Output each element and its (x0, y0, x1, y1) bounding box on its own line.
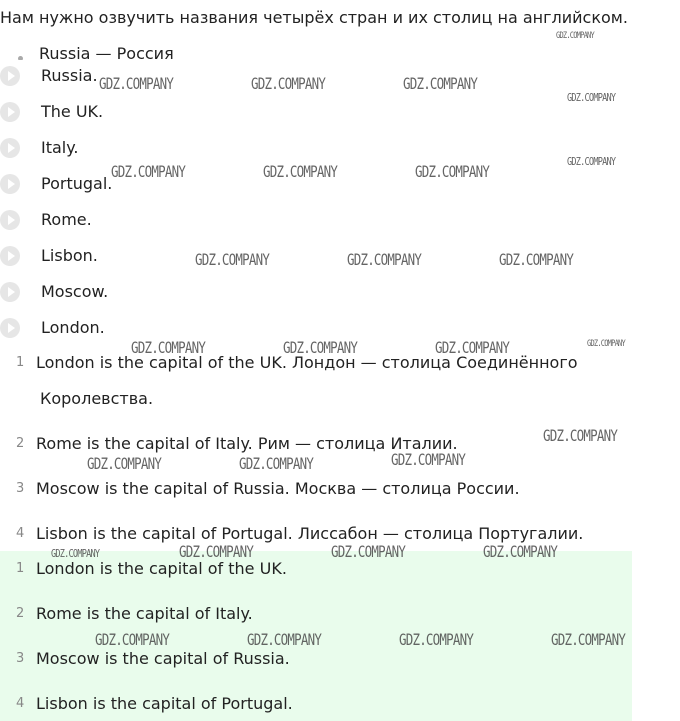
watermark: GDZ.COMPANY (179, 542, 254, 561)
watermark: GDZ.COMPANY (403, 74, 478, 93)
item-number: 3 (16, 651, 25, 666)
watermark: GDZ.COMPANY (131, 338, 206, 357)
item-number: 2 (16, 606, 25, 621)
watermark: GDZ.COMPANY (567, 155, 616, 168)
translation-text: Rome is the capital of Italy. Рим — столица Италии. (36, 434, 458, 453)
watermark: GDZ.COMPANY (87, 454, 162, 473)
watermark: GDZ.COMPANY (499, 250, 574, 269)
item-number: 3 (16, 481, 25, 496)
audio-item-label: London. (41, 318, 105, 337)
answer-text: London is the capital of the UK. (36, 559, 287, 578)
watermark: GDZ.COMPANY (331, 542, 406, 561)
item-number: 4 (16, 526, 25, 541)
item-number: 1 (16, 561, 25, 576)
bullet-text: Russia — Россия (39, 44, 174, 60)
play-icon[interactable] (0, 246, 20, 266)
watermark: GDZ.COMPANY (556, 31, 594, 41)
item-number: 4 (16, 696, 25, 711)
answer-text: Moscow is the capital of Russia. (36, 649, 290, 668)
watermark: GDZ.COMPANY (551, 630, 626, 649)
watermark: GDZ.COMPANY (283, 338, 358, 357)
watermark: GDZ.COMPANY (435, 338, 510, 357)
audio-item-label: Lisbon. (41, 246, 98, 265)
watermark: GDZ.COMPANY (111, 162, 186, 181)
play-icon[interactable] (0, 282, 20, 302)
watermark: GDZ.COMPANY (483, 542, 558, 561)
play-icon[interactable] (0, 210, 20, 230)
play-icon[interactable] (0, 102, 20, 122)
watermark: GDZ.COMPANY (391, 450, 466, 469)
play-icon[interactable] (0, 174, 20, 194)
audio-item-label: Moscow. (41, 282, 109, 301)
watermark: GDZ.COMPANY (95, 630, 170, 649)
bullet-dot-icon (18, 56, 23, 60)
watermark: GDZ.COMPANY (399, 630, 474, 649)
answer-text: Lisbon is the capital of Portugal. (36, 694, 293, 713)
watermark: GDZ.COMPANY (587, 339, 625, 349)
task-instruction: Нам нужно озвучить названия четырёх стран и их столиц на английском. (0, 8, 628, 27)
watermark: GDZ.COMPANY (543, 426, 618, 445)
play-icon[interactable] (0, 66, 20, 86)
audio-item-label: The UK. (41, 102, 104, 121)
audio-item-label: Italy. (41, 138, 79, 157)
bullet-item (18, 44, 174, 60)
watermark: GDZ.COMPANY (263, 162, 338, 181)
audio-item-label: Russia. (41, 66, 98, 85)
play-icon[interactable] (0, 318, 20, 338)
translation-text: Lisbon is the capital of Portugal. Лиссабон — столица Португалии. (36, 524, 584, 543)
audio-item-label: Rome. (41, 210, 92, 229)
watermark: GDZ.COMPANY (567, 91, 616, 104)
audio-item-label: Portugal. (41, 174, 113, 193)
translation-text-continued: Королевства. (40, 389, 154, 408)
watermark: GDZ.COMPANY (239, 454, 314, 473)
watermark: GDZ.COMPANY (247, 630, 322, 649)
watermark: GDZ.COMPANY (195, 250, 270, 269)
watermark: GDZ.COMPANY (51, 547, 100, 560)
answer-text: Rome is the capital of Italy. (36, 604, 253, 623)
watermark: GDZ.COMPANY (251, 74, 326, 93)
translation-text: Moscow is the capital of Russia. Москва — столица России. (36, 479, 520, 498)
watermark: GDZ.COMPANY (415, 162, 490, 181)
translation-text: London is the capital of the UK. Лондон — столица Соединённого (36, 353, 578, 372)
item-number: 2 (16, 436, 25, 451)
watermark: GDZ.COMPANY (99, 74, 174, 93)
play-icon[interactable] (0, 138, 20, 158)
watermark: GDZ.COMPANY (347, 250, 422, 269)
item-number: 1 (16, 355, 25, 370)
